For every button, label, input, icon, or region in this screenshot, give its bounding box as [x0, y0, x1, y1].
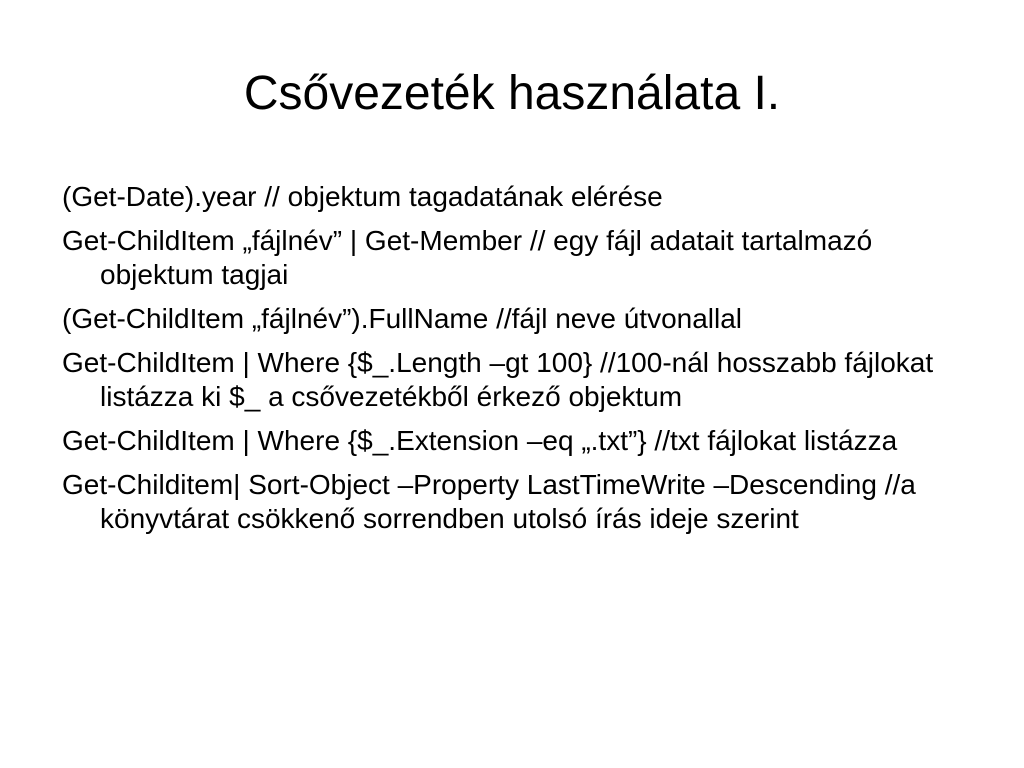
slide-title: Csővezeték használata I. [243, 67, 781, 120]
bullet-item: Get-ChildItem | Where {$_.Length –gt 100} //100-nál hosszabb fájlokat listázza ki $_ a csővezetékből érkező objektum [62, 347, 934, 412]
bullet-item: Get-Childitem| Sort-Object –Property LastTimeWrite –Descending //a könyvtárat csökkenő sorrendben utolsó írás ideje szerint [62, 469, 916, 534]
bullet-item: Get-ChildItem | Where {$_.Extension –eq „.txt”} //txt fájlokat listázza [62, 425, 898, 456]
bullet-item: (Get-Date).year // objektum tagadatának elérése [62, 181, 663, 212]
bullet-item: Get-ChildItem „fájlnév” | Get-Member // egy fájl adatait tartalmazó objektum tagjai [62, 225, 873, 290]
bullet-item: (Get-ChildItem „fájlnév”).FullName //fájl neve útvonallal [62, 303, 743, 334]
bullet-list [62, 180, 962, 546]
